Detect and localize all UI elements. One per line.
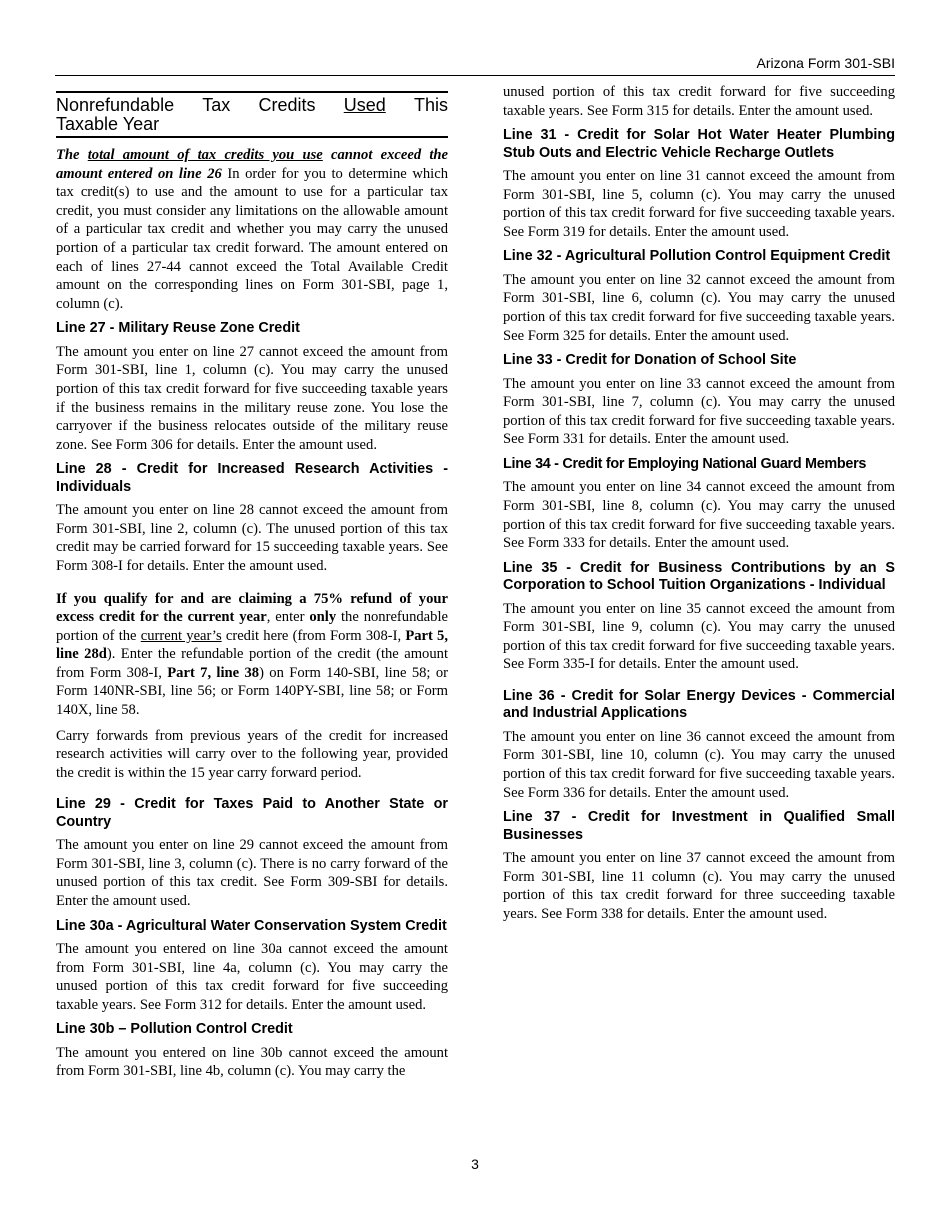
intro-paragraph: The total amount of tax credits you use cannot exceed the amount entered on line 26 In order for you to determine which tax credit(s) to use and the amount to use for a particular tax credit, you must consider any limitations on the allowable amount of a particular tax credit and whether you may carry the unused portion of a particular tax credit forward. The amount entered on each of lines 27-44 cannot exceed the Total Available Credit amount on the corresponding lines on Form 301-SBI, page 1, column (c). <box>56 147 448 312</box>
line-34-heading: Line 34 - Credit for Employing National Guard Members <box>503 455 867 472</box>
line-27-body: The amount you enter on line 27 cannot exceed the amount from Form 301-SBI, line 1, column (c). You may carry the unused portion of this tax credit forward for five succeeding taxable years if the business remains in the military reuse zone. You lose the carryover if the business relocates outside of the military reuse zone. See Form 306 for details. Enter the amount used. <box>56 343 448 453</box>
line-34-body: The amount you enter on line 34 cannot exceed the amount from Form 301-SBI, line 8, column (c). You may carry the unused portion of this tax credit forward for five succeeding taxable years. See Form 333 for details. Enter the amount used. <box>503 479 895 552</box>
line-30a-heading: Line 30a - Agricultural Water Conservation System Credit <box>56 917 447 934</box>
page-number: 3 <box>471 1156 479 1172</box>
line-29-body: The amount you enter on line 29 cannot exceed the amount from Form 301-SBI, line 3, column (c). There is no carry forward of the unused portion of this tax credit. See Form 309-SBI for details. Enter the amount used. <box>56 837 448 910</box>
line-33-body: The amount you enter on line 33 cannot exceed the amount from Form 301-SBI, line 7, column (c). You may carry the unused portion of this tax credit forward for five succeeding taxable years. See Form 331 for details. Enter the amount used. <box>503 375 895 448</box>
line-30a-body: The amount you entered on line 30a cannot exceed the amount from Form 301-SBI, line 4a, column (c). You may carry the unused portion of this tax credit forward for five succeeding taxable years. See Form 312 for details. Enter the amount used. <box>56 941 448 1013</box>
section-word-5: This <box>413 95 448 115</box>
line-36-body: The amount you enter on line 36 cannot exceed the amount from Form 301-SBI, line 10, column (c). You may carry the unused portion of this tax credit forward for five succeeding taxable years. See Form 336 for details. Enter the amount used. <box>503 728 895 801</box>
line-35-heading: Line 35 - Credit for Business Contributions by an S Corporation to School Tuition Organizations - Individual <box>503 559 895 594</box>
line-30b-body-continued: unused portion of this tax credit forward for five succeeding taxable years. See Form 315 for details. Enter the amount used. <box>503 84 895 119</box>
section-heading-line2: Taxable Year <box>56 114 160 134</box>
line-31-body: The amount you enter on line 31 cannot exceed the amount from Form 301-SBI, line 5, column (c). You may carry the unused portion of this tax credit forward for five succeeding taxable years. See Form 319 for details. Enter the amount used. <box>503 168 895 240</box>
form-title-header: Arizona Form 301-SBI <box>756 55 895 71</box>
line-32-heading: Line 32 - Agricultural Pollution Control Equipment Credit <box>503 248 891 265</box>
line-30b-heading: Line 30b – Pollution Control Credit <box>56 1021 293 1038</box>
header-rule <box>55 75 895 76</box>
line-37-body: The amount you enter on line 37 cannot exceed the amount from Form 301-SBI, line 11 column (c). You may carry the unused portion of this tax credit forward for three succeeding taxable years. See Form 338 for details. Enter the amount used. <box>503 849 895 922</box>
line-28-refund-paragraph: If you qualify for and are claiming a 75% refund of your excess credit for the current year, enter only the nonrefundable portion of the current year’s credit here (from Form 308-I, Part 5, line 28d). Enter the refundable portion of the credit (the amount from Form 308-I, Part 7, line 38) on Form 140-SBI, line 58; or Form 140NR-SBI, line 56; or Form 140PY-SBI, line 58; or Form 140X, line 58. <box>56 590 449 719</box>
line-35-body: The amount you enter on line 35 cannot exceed the amount from Form 301-SBI, line 9, column (c). You may carry the unused portion of this tax credit forward for five succeeding taxable years. See Form 335-I for details. Enter the amount used. <box>503 600 895 673</box>
line-27-heading: Line 27 - Military Reuse Zone Credit <box>56 320 300 337</box>
line-36-heading: Line 36 - Credit for Solar Energy Devices - Commercial and Industrial Applications <box>503 687 895 722</box>
right-column <box>503 83 895 930</box>
line-28-body: The amount you enter on line 28 cannot exceed the amount from Form 301-SBI, line 2, column (c). The unused portion of this tax credit may be carried forward for 15 succeeding taxable years. See Form 308-I for details. Enter the amount used. <box>56 502 448 574</box>
section-word-used: Used <box>343 95 386 115</box>
line-37-heading: Line 37 - Credit for Investment in Qualified Small Businesses <box>503 809 895 843</box>
line-31-heading: Line 31 - Credit for Solar Hot Water Heater Plumbing Stub Outs and Electric Vehicle Recharge Outlets <box>503 127 895 161</box>
section-word-2: Tax <box>202 95 231 115</box>
line-29-heading: Line 29 - Credit for Taxes Paid to Another State or Country <box>56 796 448 830</box>
line-28-heading: Line 28 - Credit for Increased Research Activities - Individuals <box>56 461 448 495</box>
section-word-1: Nonrefundable <box>56 95 175 115</box>
line-28-carryforward-paragraph: Carry forwards from previous years of the credit for increased research activities will carry over to the following year, provided the credit is within the 15 year carry forward period. <box>56 727 448 781</box>
line-30b-body-start: The amount you entered on line 30b cannot exceed the amount from Form 301-SBI, line 4b, column (c). You may carry the <box>56 1044 448 1080</box>
left-column <box>56 83 448 1088</box>
line-33-heading: Line 33 - Credit for Donation of School Site <box>503 352 797 369</box>
section-heading <box>56 91 448 138</box>
section-word-3: Credits <box>258 95 316 115</box>
line-32-body: The amount you enter on line 32 cannot exceed the amount from Form 301-SBI, line 6, column (c). You may carry the unused portion of this tax credit forward for five succeeding taxable years. See Form 325 for details. Enter the amount used. <box>503 271 895 344</box>
